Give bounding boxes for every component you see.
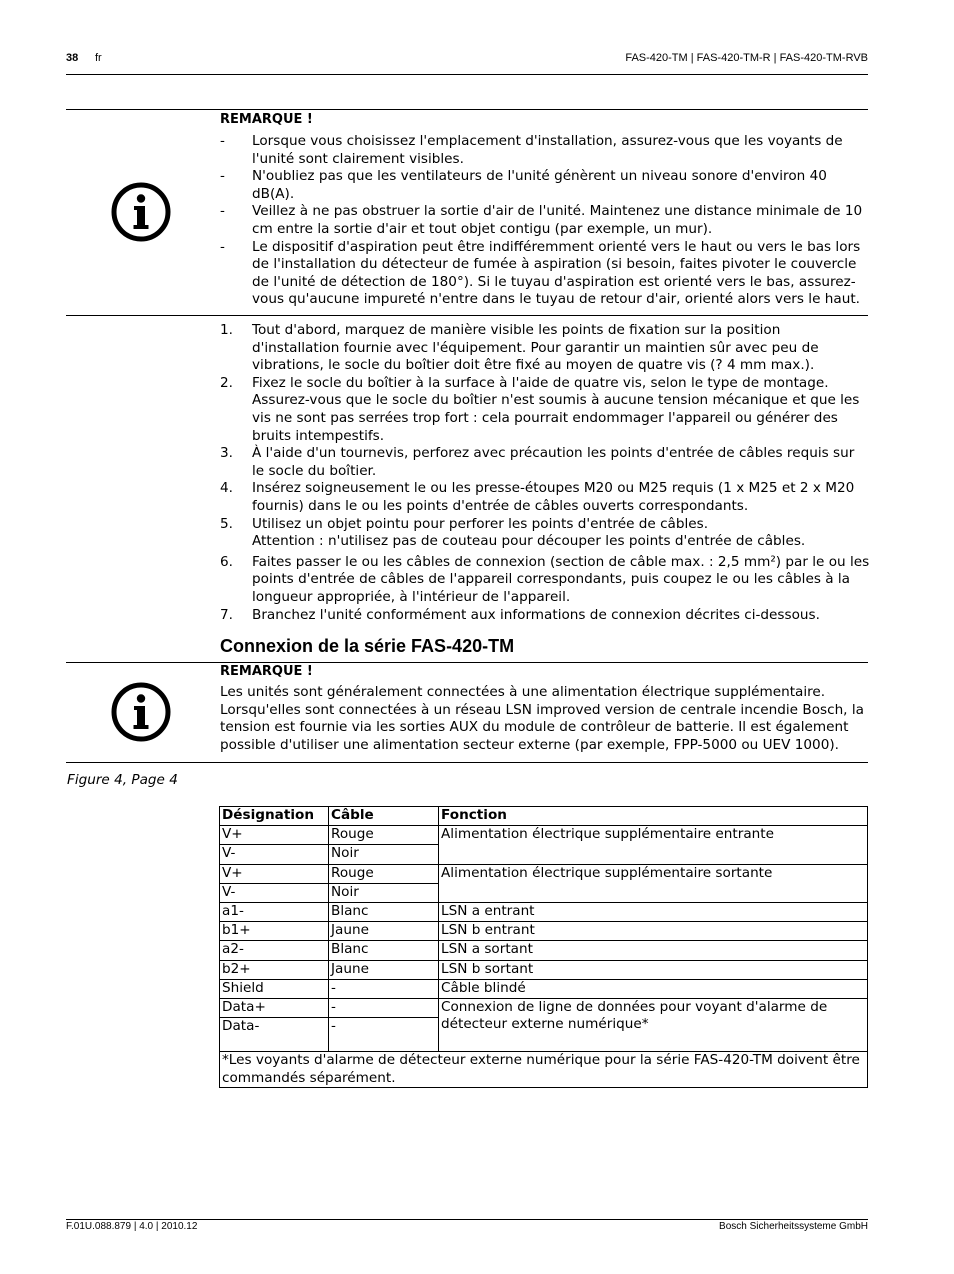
note2-body: Les unités sont généralement connectées à une alimentation électrique supplémentaire. Lorsqu'elles sont connectées à un réseau LSN improved version de centrale incendie Bosch, la tension est fournie via les sorties AUX du module de contrôleur de batterie. Il est également possible d'utiliser une alimentation secteur externe (par exemple, FPP-5000 ou UEV 1000). [220, 684, 864, 753]
table-row [220, 998, 868, 1017]
table-row [220, 922, 868, 941]
table-cell: LSN a entrant [439, 902, 868, 921]
table-cell: V+ [220, 864, 329, 883]
note1-list [220, 133, 870, 309]
table-header-cell: Désignation [220, 807, 329, 826]
table-row [220, 979, 868, 998]
note1-item: - Veillez à ne pas obstruer la sortie d'air de l'unité. Maintenez une distance minimale de 10 cm entre la sortie d'air et tout objet contigu (par exemple, un mur). [220, 203, 863, 237]
table-header-row [220, 807, 868, 826]
table-cell: Data- [220, 1018, 329, 1052]
table-cell: Blanc [329, 941, 439, 960]
note1-top-rule [66, 109, 868, 110]
table-row [220, 960, 868, 979]
table-cell: Rouge [329, 864, 439, 883]
table-cell: b2+ [220, 960, 329, 979]
step-warning: Attention : n'utilisez pas de couteau pour découper les points d'entrée de câbles. [252, 533, 806, 550]
table-cell: Data+ [220, 998, 329, 1017]
table-row [220, 902, 868, 921]
section-heading: Connexion de la série FAS-420-TM [220, 636, 515, 656]
step-item: 5. Utilisez un objet pointu pour perforer les points d'entrée de câbles. Attention : n'utilisez pas de couteau pour découper les points d'entrée de câbles. [220, 515, 806, 550]
table-cell: a1- [220, 902, 329, 921]
table-cell-merged: Alimentation électrique supplémentaire sortante [439, 864, 868, 902]
table-cell: Jaune [329, 922, 439, 941]
table-cell: - [329, 979, 439, 998]
table-cell: a2- [220, 941, 329, 960]
table-cell: b1+ [220, 922, 329, 941]
figure-reference: Figure 4, Page 4 [67, 772, 178, 788]
note1-item: - Lorsque vous choisissez l'emplacement d'installation, assurez-vous que les voyants de l'unité sont clairement visibles. [220, 133, 843, 167]
table-cell: Noir [329, 845, 439, 864]
table-cell: LSN a sortant [439, 941, 868, 960]
table-cell: V- [220, 845, 329, 864]
table-row [220, 864, 868, 883]
table-row [220, 826, 868, 845]
footer-rule [66, 1219, 868, 1220]
step-item: 1. Tout d'abord, marquez de manière visible les points de fixation sur la position d'installation fournie avec l'équipement. Pour garantir un maintien sûr avec peu de vibrations, le socle du boîtier doit être fixé au moyen de quatre vis (? 4 mm max.). [220, 322, 819, 374]
table-row [220, 941, 868, 960]
table-cell: V+ [220, 826, 329, 845]
table-header-cell: Fonction [439, 807, 868, 826]
connection-table [219, 806, 868, 1088]
table-cell: Rouge [329, 826, 439, 845]
table-cell-merged: Alimentation électrique supplémentaire entrante [439, 826, 868, 864]
note1-title: REMARQUE ! [220, 112, 313, 127]
table-cell: Jaune [329, 960, 439, 979]
note1-bottom-rule [66, 315, 868, 316]
table-cell: V- [220, 883, 329, 902]
footer-doc-ref: F.01U.088.879 | 4.0 | 2010.12 [66, 1221, 198, 1232]
table-cell: LSN b entrant [439, 922, 868, 941]
language-code: fr [95, 52, 102, 64]
note2-title: REMARQUE ! [220, 664, 313, 679]
step-item: 2. Fixez le socle du boîtier à la surface à l'aide de quatre vis, selon le type de montage. Assurez-vous que le socle du boîtier n'est soumis à aucune tension mécanique et que les vis ne sont pas serrées trop fort : cela pourrait endommager l'appareil ou générer des bruits intempestifs. [220, 374, 860, 444]
document-title: FAS-420-TM | FAS-420-TM-R | FAS-420-TM-RVB [625, 52, 868, 64]
step-item: 7. Branchez l'unité conformément aux informations de connexion décrites ci-dessous. [220, 606, 820, 623]
table-cell: Noir [329, 883, 439, 902]
table-footnote: *Les voyants d'alarme de détecteur externe numérique pour la série FAS-420-TM doivent être commandés séparément. [220, 1052, 868, 1088]
page-number: 38 [66, 52, 79, 64]
header-rule [66, 74, 868, 75]
info-icon [111, 182, 171, 242]
table-cell-merged: Connexion de ligne de données pour voyant d'alarme de détecteur externe numérique* [439, 998, 868, 1051]
step-item: 6. Faites passer le ou les câbles de connexion (section de câble max. : 2,5 mm²) par le ou les points d'entrée de câbles de l'appareil correspondants, puis coupez le ou les câbles à la longueur appropriée, à l'intérieur de l'appareil. [220, 553, 870, 605]
note2-top-rule [66, 662, 868, 663]
note2-bottom-rule [66, 762, 868, 763]
step-item: 4. Insérez soigneusement le ou les presse-étoupes M20 ou M25 requis (1 x M25 et 2 x M20 fournis) dans le ou les points d'entrée de câbles ouverts correspondants. [220, 480, 855, 514]
footer-company: Bosch Sicherheitssysteme GmbH [719, 1221, 868, 1232]
note1-item: - N'oubliez pas que les ventilateurs de l'unité génèrent un niveau sonore d'environ 40 dB(A). [220, 168, 827, 202]
note1-item: - Le dispositif d'aspiration peut être indifféremment orienté vers le haut ou vers le bas lors de l'installation du détecteur de fumée à aspiration (si besoin, faites pivoter le couvercle de l'unité de détection de 180°). Si le tuyau d'aspiration est orienté vers le bas, assurez-vous qu'aucune impureté n'entre dans le tuyau de retour d'air, orienté alors vers le haut. [220, 238, 861, 308]
table-header-cell: Câble [329, 807, 439, 826]
table-cell: - [329, 1018, 439, 1052]
table-cell: Câble blindé [439, 979, 868, 998]
info-icon [111, 682, 171, 742]
table-cell: Shield [220, 979, 329, 998]
table-cell: LSN b sortant [439, 960, 868, 979]
table-cell: - [329, 998, 439, 1017]
table-footnote-row [220, 1052, 868, 1088]
step-item: 3. À l'aide d'un tournevis, perforez avec précaution les points d'entrée de câbles requis sur le socle du boîtier. [220, 445, 855, 479]
table-cell: Blanc [329, 902, 439, 921]
installation-steps [220, 322, 870, 624]
